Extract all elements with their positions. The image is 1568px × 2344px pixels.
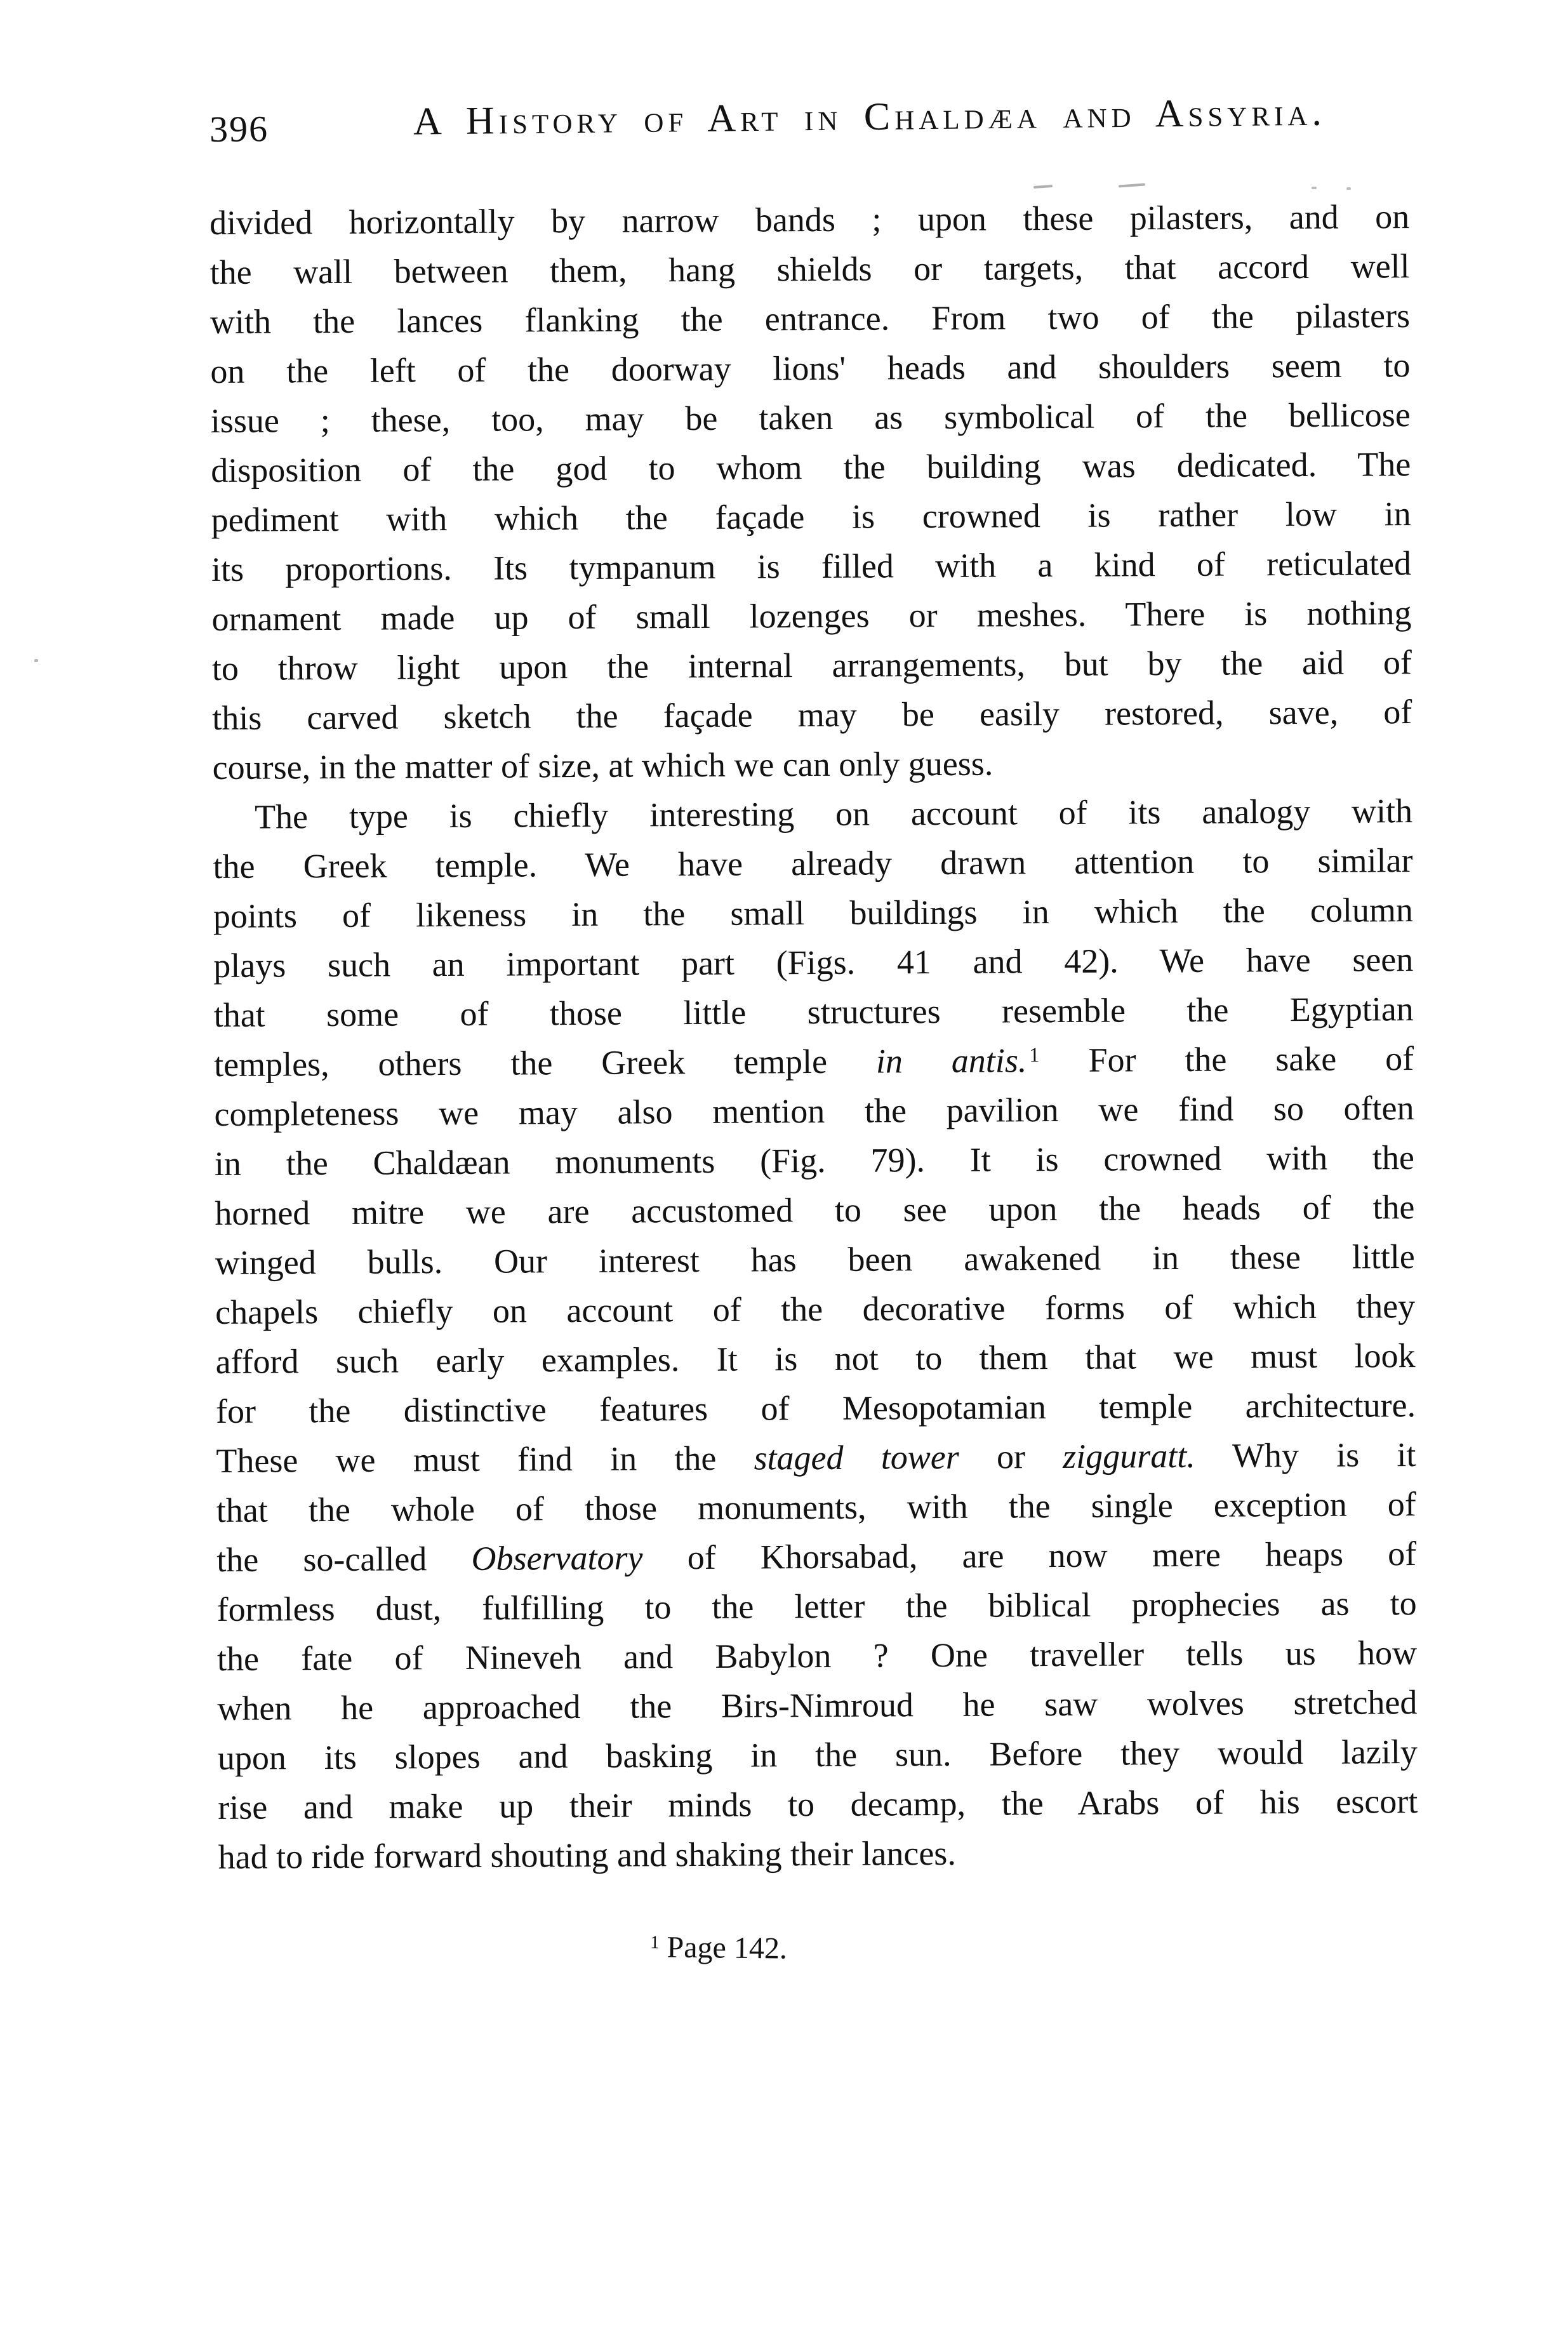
text-line <box>216 1529 1416 1585</box>
text-line <box>218 1826 1418 1882</box>
text-segment: Observatory <box>471 1538 643 1578</box>
scan-smudge <box>1312 187 1317 189</box>
text-segment: afford such early examples. It is not to them that we must look <box>215 1336 1416 1381</box>
text-line <box>216 1430 1416 1486</box>
text-line <box>218 1776 1418 1832</box>
text-line <box>218 1727 1418 1783</box>
running-title: A History of Art in Chaldæa and Assyria. <box>413 90 1327 143</box>
text-line <box>215 1133 1414 1189</box>
footnote <box>209 1924 1410 1974</box>
text-line <box>215 1182 1414 1238</box>
text-line <box>213 885 1413 941</box>
text-segment: points of likeness in the small buildings in which the column <box>213 891 1414 935</box>
text-segment: 1 <box>650 1931 660 1953</box>
scan-smudge <box>1346 187 1351 190</box>
text-block <box>209 192 1418 1882</box>
text-segment: when he approached the Birs-Nimroud he saw wolves stretched <box>217 1683 1418 1728</box>
text-segment: issue ; these, too, may be taken as symbolical of the bellicose <box>210 396 1411 440</box>
text-segment: that some of those little structures resemble the Egyptian <box>213 990 1414 1034</box>
text-segment: 1 <box>1029 1043 1040 1067</box>
text-line <box>209 192 1409 248</box>
text-line <box>212 637 1412 693</box>
text-line <box>211 538 1411 594</box>
text-segment: in the Chaldæan monuments (Fig. 79). It is crowned with the <box>214 1138 1415 1183</box>
text-segment: the wall between them, hang shields or targets, that accord well <box>209 247 1410 291</box>
text-segment: temples, others the Greek temple <box>213 1042 877 1084</box>
text-line <box>217 1677 1417 1733</box>
text-segment: ornament made up of small lozenges or meshes. There is nothing <box>211 594 1412 638</box>
text-segment: staged tower <box>754 1437 959 1477</box>
footnote-text <box>648 1930 787 1965</box>
text-segment: had to ride forward shouting and shaking their lances. <box>218 1834 957 1876</box>
text-segment: to throw light upon the internal arrangements, but by the aid of <box>211 643 1412 688</box>
text-segment: zigguratt. <box>1063 1436 1195 1475</box>
text-segment: with the lances flanking the entrance. From two of the pilasters <box>209 296 1411 341</box>
text-segment: horned mitre we are accustomed to see upon the heads of the <box>215 1188 1415 1232</box>
text-segment: this carved sketch the façade may be easily restored, save, of <box>212 693 1412 737</box>
text-line <box>211 489 1411 545</box>
text-segment: the fate of Nineveh and Babylon ? One traveller tells us how <box>216 1634 1418 1678</box>
page-number: 396 <box>209 108 269 150</box>
text-line <box>214 1083 1414 1139</box>
text-segment: of Khorsabad, are now mere heaps of <box>642 1535 1417 1577</box>
text-segment: upon its slopes and basking in the sun. Before they would lazily <box>217 1733 1418 1777</box>
text-segment: its proportions. Its tympanum is filled with a kind of reticulated <box>211 544 1412 589</box>
text-line <box>210 291 1410 347</box>
scan-smudge <box>34 659 38 662</box>
text-line <box>215 1232 1415 1288</box>
text-line <box>212 736 1412 792</box>
text-line <box>213 935 1413 990</box>
text-line <box>215 1281 1415 1337</box>
scan-smudge <box>1119 183 1145 188</box>
text-line <box>211 439 1411 495</box>
text-line <box>217 1628 1417 1684</box>
text-segment: Why is it <box>1195 1435 1416 1475</box>
scan-smudge <box>1033 185 1053 189</box>
text-line <box>216 1479 1416 1535</box>
text-segment: These we must find in the <box>216 1439 754 1480</box>
text-line <box>216 1578 1416 1634</box>
text-segment: disposition of the god to whom the building was dedicated. The <box>211 445 1411 489</box>
text-segment: Page 142. <box>659 1930 788 1966</box>
text-line <box>211 390 1411 446</box>
text-segment: For the sake of <box>1039 1039 1414 1080</box>
text-segment: chapels chiefly on account of the decorative forms of which they <box>215 1287 1416 1331</box>
text-segment: in antis. <box>875 1041 1027 1081</box>
text-segment: the so-called <box>216 1539 472 1579</box>
text-line <box>212 687 1412 743</box>
text-segment: divided horizontally by narrow bands ; upon these pilasters, and on <box>209 197 1410 242</box>
text-segment: or <box>959 1437 1063 1476</box>
text-segment: on the left of the doorway lions' heads and shoulders seem to <box>210 346 1411 390</box>
text-segment: pediment with which the façade is crowned is rather low in <box>211 495 1411 539</box>
text-segment: for the distinctive features of Mesopotamian temple architecture. <box>215 1386 1416 1430</box>
text-line <box>210 340 1410 396</box>
text-segment: The type is chiefly interesting on account of its analogy with <box>254 792 1413 836</box>
paragraph <box>209 192 1412 792</box>
text-segment: formless dust, fulfilling to the letter the biblical prophecies as to <box>216 1584 1417 1628</box>
paragraph <box>213 786 1418 1882</box>
text-line <box>209 241 1409 297</box>
text-segment: winged bulls. Our interest has been awakened in these little <box>215 1237 1415 1282</box>
text-line <box>214 984 1414 1040</box>
text-line <box>216 1380 1416 1436</box>
text-line <box>213 786 1412 842</box>
text-segment: the Greek temple. We have already drawn attention to similar <box>213 841 1413 886</box>
text-line <box>211 588 1411 644</box>
text-segment: that the whole of those monuments, with the single exception of <box>216 1485 1416 1529</box>
text-line <box>215 1331 1415 1387</box>
text-segment: rise and make up their minds to decamp, the Arabs of his escort <box>218 1782 1418 1827</box>
text-line <box>213 836 1412 891</box>
page-header <box>209 89 1410 150</box>
text-segment: plays such an important part (Figs. 41 and 42). We have seen <box>213 940 1414 985</box>
text-segment: completeness we may also mention the pavilion we find so often <box>214 1089 1414 1133</box>
text-segment: course, in the matter of size, at which we can only guess. <box>212 744 993 787</box>
text-line <box>214 1034 1414 1089</box>
